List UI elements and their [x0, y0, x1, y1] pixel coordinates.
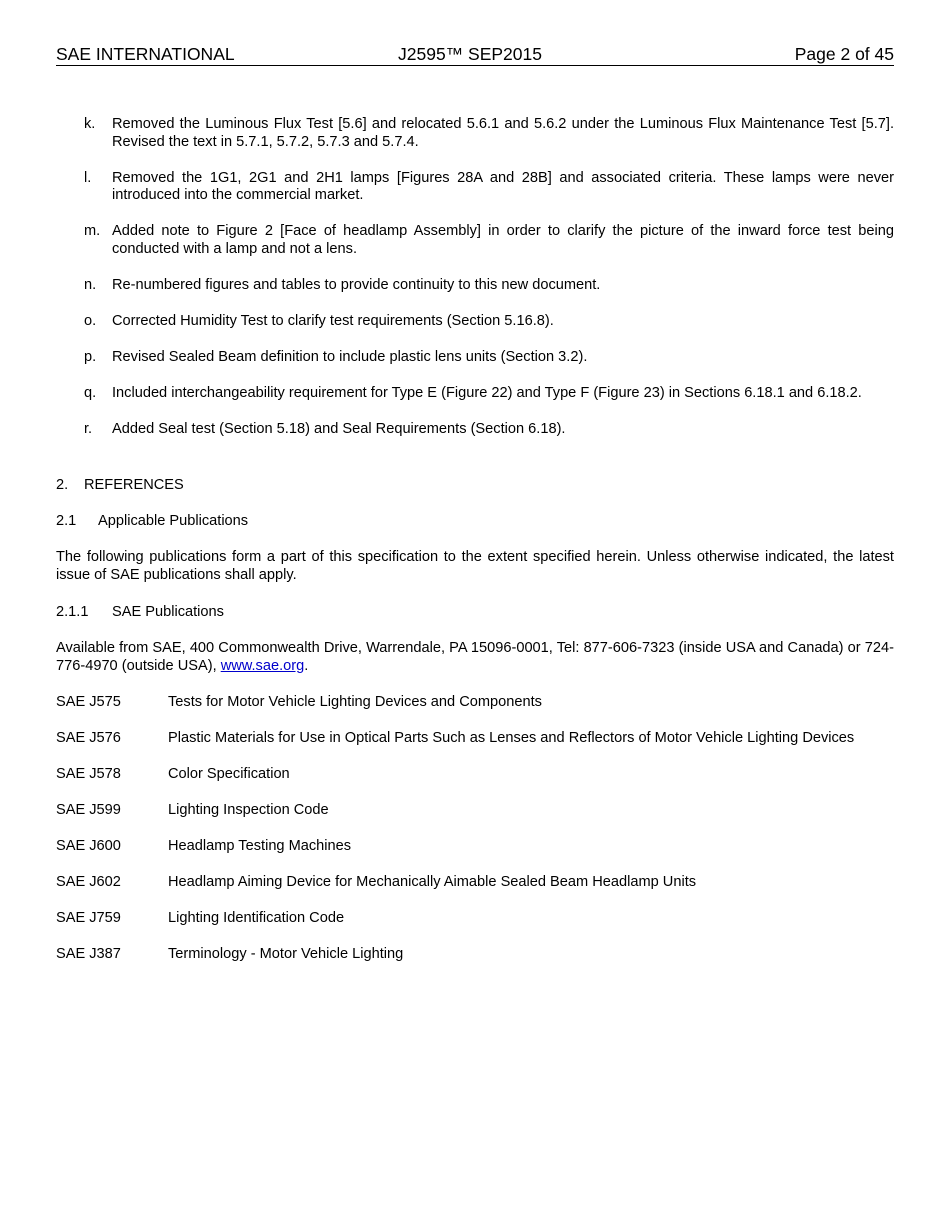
section-2-heading [56, 477, 894, 495]
reference-title: Terminology - Motor Vehicle Lighting [168, 946, 404, 962]
section-number: 2.1 [56, 513, 77, 529]
revision-text: Included interchangeability requirement for Type E (Figure 22) and Type F (Figure 23) in Sections 6.18.1 and 6.18.2. [112, 384, 862, 401]
section-2-1-body: The following publications form a part of this specification to the extent specified herein. Unless otherwise indicated, the latest issue of SAE publications shall apply. [56, 549, 894, 583]
revision-item-o [56, 313, 894, 331]
availability-text: Available from SAE, 400 Commonwealth Drive, Warrendale, PA 15096-0001, Tel: 877-606-7323 (inside USA and Canada) or 724-776-4970 (outside USA), [56, 640, 894, 674]
reference-title: Tests for Motor Vehicle Lighting Devices and Components [168, 694, 542, 710]
section-title: Applicable Publications [98, 513, 249, 529]
reference-title: Color Specification [168, 766, 290, 782]
reference-item [56, 766, 894, 784]
list-marker: m. [84, 223, 101, 239]
header-organization: SAE INTERNATIONAL [56, 44, 235, 64]
revision-item-n [56, 277, 894, 295]
revision-text: Added note to Figure 2 [Face of headlamp Assembly] in order to clarify the picture of the inward force test being conducted with a lamp and not a lens. [112, 223, 894, 257]
reference-code: SAE J578 [56, 766, 121, 782]
list-marker: n. [84, 276, 97, 293]
revision-list [56, 116, 894, 457]
reference-code: SAE J599 [56, 802, 121, 818]
section-number: 2.1.1 [56, 604, 89, 620]
reference-list [56, 694, 894, 982]
list-marker: o. [84, 312, 97, 329]
list-marker: r. [84, 420, 93, 437]
reference-item [56, 946, 894, 964]
revision-text: Added Seal test (Section 5.18) and Seal Requirements (Section 6.18). [112, 420, 566, 437]
section-2-1-heading [56, 513, 894, 531]
revision-text: Revised Sealed Beam definition to include plastic lens units (Section 3.2). [112, 348, 588, 365]
revision-text: Removed the Luminous Flux Test [5.6] and relocated 5.6.1 and 5.6.2 under the Luminous Flux Maintenance Test [5.7]. Revised the text in 5.7.1, 5.7.2, 5.7.3 and 5.7.4. [112, 116, 894, 150]
section-title: REFERENCES [84, 477, 184, 493]
revision-item-p [56, 349, 894, 367]
reference-code: SAE J600 [56, 838, 121, 854]
reference-code: SAE J387 [56, 946, 121, 962]
section-title: SAE Publications [112, 604, 224, 620]
header-page-number: Page 2 of 45 [794, 44, 894, 64]
revision-text: Re-numbered figures and tables to provide continuity to this new document. [112, 276, 601, 293]
section-2-1-1-body [56, 640, 894, 675]
revision-item-m [56, 223, 894, 258]
list-marker: q. [84, 384, 97, 401]
reference-code: SAE J575 [56, 694, 121, 710]
reference-code: SAE J576 [56, 730, 121, 746]
page-header [56, 44, 894, 66]
reference-item [56, 730, 894, 748]
revision-item-k [56, 116, 894, 151]
availability-suffix: . [304, 657, 309, 674]
revision-text: Corrected Humidity Test to clarify test requirements (Section 5.16.8). [112, 312, 554, 329]
revision-text: Removed the 1G1, 2G1 and 2H1 lamps [Figures 28A and 28B] and associated criteria. These lamps were never introduced into the commercial market. [112, 169, 894, 203]
section-number: 2. [56, 477, 69, 493]
section-2-1-1-heading [56, 604, 894, 622]
list-marker: p. [84, 348, 97, 365]
reference-title: Headlamp Aiming Device for Mechanically Aimable Sealed Beam Headlamp Units [168, 874, 697, 890]
reference-code: SAE J759 [56, 910, 121, 926]
sae-website-link[interactable]: www.sae.org [220, 657, 305, 674]
reference-item [56, 838, 894, 856]
reference-title: Headlamp Testing Machines [168, 838, 352, 854]
revision-item-r [56, 421, 894, 439]
revision-item-l [56, 170, 894, 205]
reference-title: Lighting Identification Code [168, 910, 345, 926]
list-marker: l. [84, 169, 92, 186]
reference-item [56, 802, 894, 820]
revision-item-q [56, 385, 894, 403]
reference-title: Lighting Inspection Code [168, 802, 329, 818]
list-marker: k. [84, 116, 96, 132]
reference-item [56, 874, 894, 892]
header-document-id: J2595™ SEP2015 [398, 44, 542, 64]
reference-title: Plastic Materials for Use in Optical Parts Such as Lenses and Reflectors of Motor Vehicle Lighting Devices [168, 730, 855, 746]
reference-item [56, 694, 894, 712]
reference-item [56, 910, 894, 928]
reference-code: SAE J602 [56, 874, 121, 890]
